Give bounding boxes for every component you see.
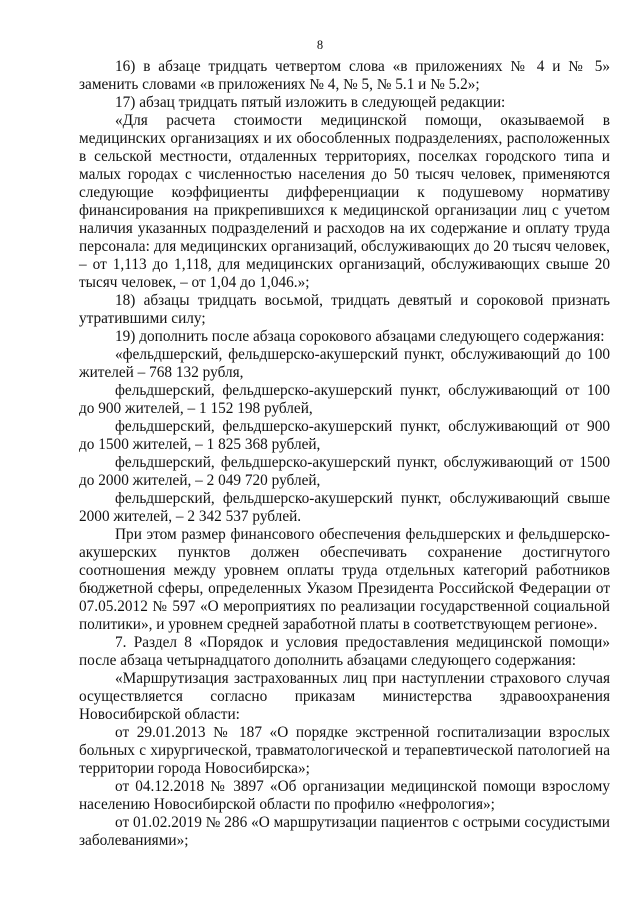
paragraph: 16) в абзаце тридцать четвертом слова «в приложениях № 4 и № 5» заменить словами «в приложениях № 4, № 5, № 5.1 и № 5.2»;: [79, 58, 610, 93]
paragraph: «Для расчета стоимости медицинской помощи, оказываемой в медицинских организациях и их обособленных подразделениях, расположенных в сельской местности, отдаленных территориях, поселках городского типа и малых городах с численностью населения до 50 тысяч человек, применяются следующие коэффициенты дифференциации к подушевому нормативу финансирования на прикрепившихся к медицинской организации лиц с учетом наличия указанных подразделений и расходов на их содержание и оплату труда персонала: для медицинских организаций, обслуживающих до 20 тысяч человек, – от 1,113 до 1,118, для медицинских организаций, обслуживающих свыше 20 тысяч человек, – от 1,04 до 1,046.»;: [79, 112, 610, 291]
paragraph: При этом размер финансового обеспечения фельдшерских и фельдшерско-акушерских пунктов должен обеспечивать сохранение достигнутого соотношения между уровнем оплаты труда отдельных категорий работников бюджетной сферы, определенных Указом Президента Российской Федерации от 07.05.2012 № 597 «О мероприятиях по реализации государственной социальной политики», и уровнем средней заработной платы в соответствующем регионе».: [79, 526, 610, 633]
paragraph: 7. Раздел 8 «Порядок и условия предоставления медицинской помощи» после абзаца четырнадцатого дополнить абзацами следующего содержания:: [79, 634, 610, 669]
paragraph: от 04.12.2018 № 3897 «Об организации медицинской помощи взрослому населению Новосибирской области по профилю «нефрология»;: [79, 778, 610, 813]
paragraph: фельдшерский, фельдшерско-акушерский пункт, обслуживающий свыше 2000 жителей, – 2 342 537 рублей.: [79, 490, 610, 525]
page-number: 8: [316, 38, 324, 52]
paragraph: фельдшерский, фельдшерско-акушерский пункт, обслуживающий от 900 до 1500 жителей, – 1 825 368 рублей,: [79, 418, 610, 453]
paragraph: 18) абзацы тридцать восьмой, тридцать девятый и сороковой признать утратившими силу;: [79, 292, 610, 327]
paragraph: «Маршрутизация застрахованных лиц при наступлении страхового случая осуществляется согласно приказам министерства здравоохранения Новосибирской области:: [79, 670, 610, 723]
paragraph: «фельдшерский, фельдшерско-акушерский пункт, обслуживающий до 100 жителей – 768 132 рубля,: [79, 346, 610, 381]
paragraph: фельдшерский, фельдшерско-акушерский пункт, обслуживающий от 1500 до 2000 жителей, – 2 049 720 рублей,: [79, 454, 610, 489]
paragraph: от 01.02.2019 № 286 «О маршрутизации пациентов с острыми сосудистыми заболеваниями»;: [79, 814, 610, 849]
paragraph: 17) абзац тридцать пятый изложить в следующей редакции:: [115, 94, 506, 111]
paragraph: от 29.01.2013 № 187 «О порядке экстренной госпитализации взрослых больных с хирургической, травматологической и терапевтической патологией на территории города Новосибирска»;: [79, 724, 610, 777]
paragraph: фельдшерский, фельдшерско-акушерский пункт, обслуживающий от 100 до 900 жителей, – 1 152 198 рублей,: [79, 382, 610, 417]
paragraph: 19) дополнить после абзаца сорокового абзацами следующего содержания:: [115, 328, 605, 345]
document-body: [79, 58, 610, 850]
